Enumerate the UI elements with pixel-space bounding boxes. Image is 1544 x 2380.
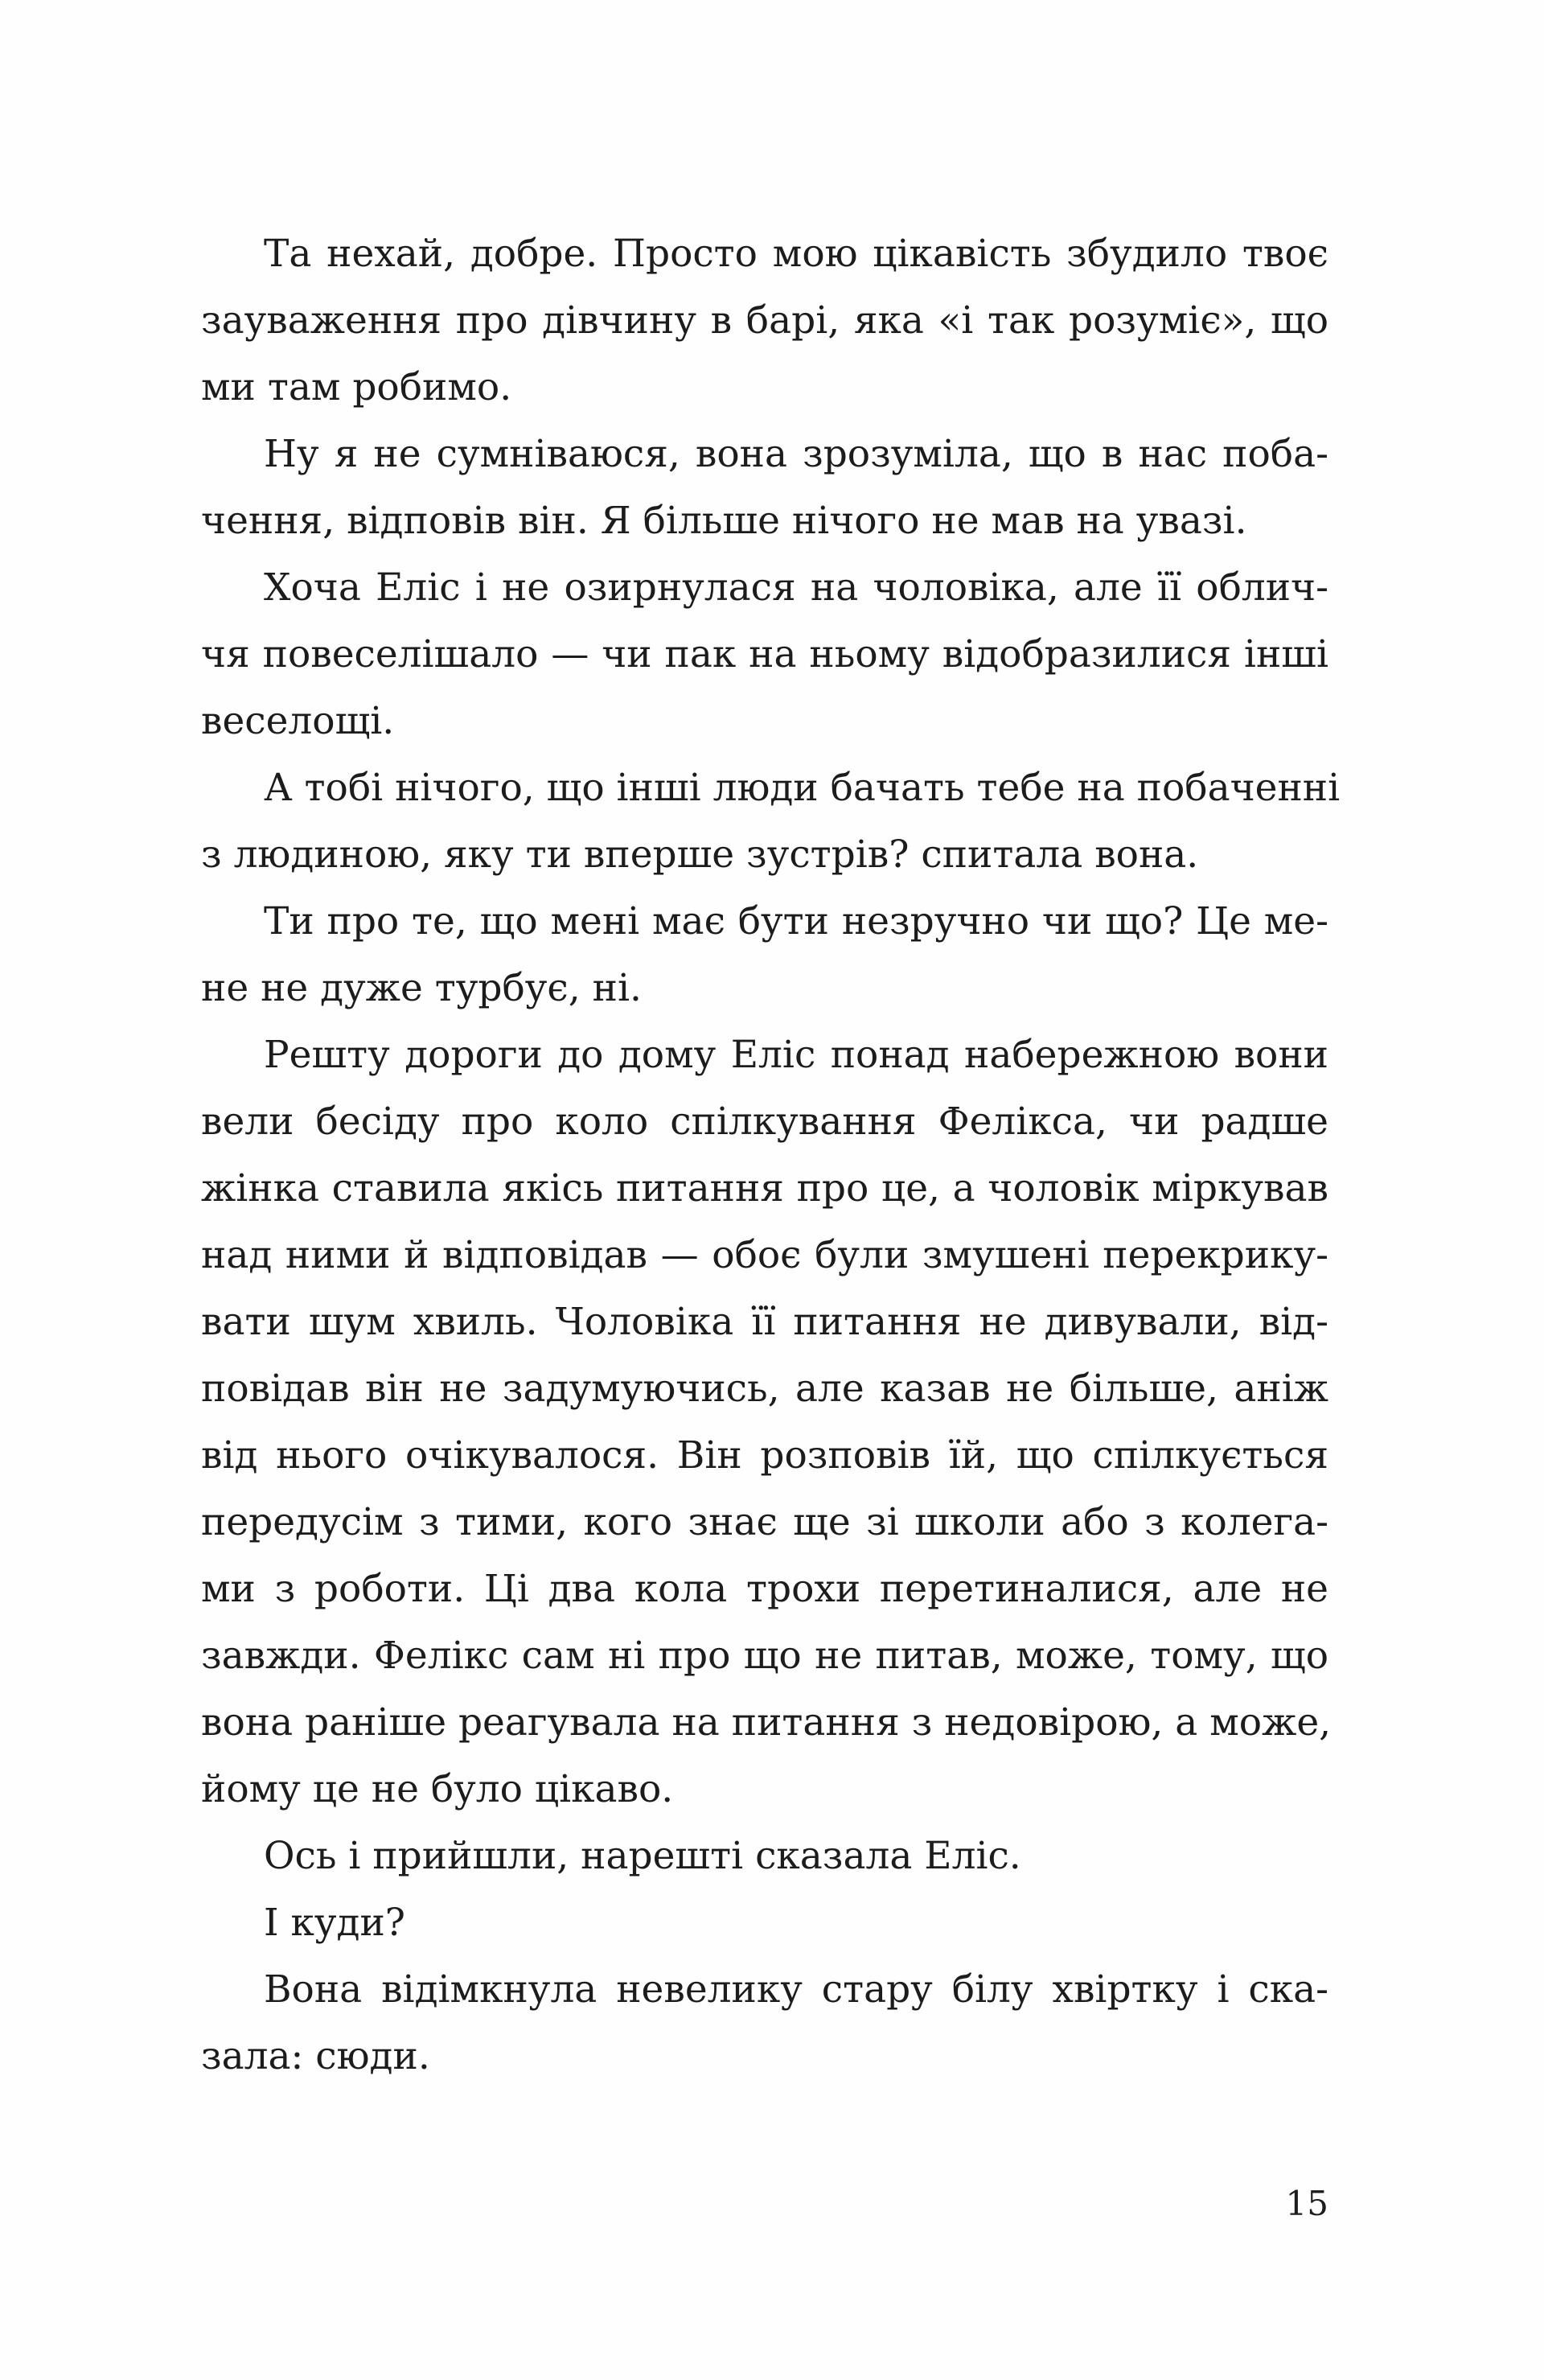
text-line: повідав він не задумуючись, але казав не більше, аніж <box>201 1367 1328 1411</box>
text-line: ми там робимо. <box>201 365 512 409</box>
text-line: не не дуже турбує, ні. <box>201 966 642 1010</box>
text-line: передусім з тими, кого знає ще зі школи або з колега- <box>201 1500 1328 1544</box>
text-line: жінка ставила якісь питання про це, а чоловік міркував <box>201 1166 1328 1211</box>
text-line: А тобі нічого, що інші люди бачать тебе на побаченні <box>264 766 1341 810</box>
text-line: Ну я не сумніваюся, вона зрозуміла, що в нас поба- <box>264 432 1328 476</box>
page-number: 15 <box>1285 2184 1328 2223</box>
text-line: Та нехай, добре. Просто мою цікавість збудило твоє <box>264 232 1328 276</box>
text-line: ми з роботи. Ці два кола трохи перетиналися, але не <box>201 1567 1328 1611</box>
text-line: вати шум хвиль. Чоловіка її питання не дивували, від- <box>201 1300 1328 1344</box>
text-line: веселощі. <box>201 699 395 743</box>
text-line: зала: сюди. <box>201 2034 430 2078</box>
text-line: йому це не було цікаво. <box>201 1767 674 1811</box>
text-line: вона раніше реагувала на питання з недовірою, а може, <box>201 1700 1332 1745</box>
text-line: Решту дороги до дому Еліс понад набережною вони <box>264 1033 1328 1077</box>
text-line: чя повеселішало — чи пак на ньому відобразилися інші <box>201 632 1328 676</box>
text-line: Ось і прийшли, нарешті сказала Еліс. <box>264 1834 1021 1878</box>
text-line: І куди? <box>264 1901 405 1945</box>
text-line: з людиною, яку ти вперше зустрів? спитала вона. <box>201 832 1199 877</box>
text-line: чення, відповів він. Я більше нічого не мав на увазі. <box>201 499 1247 543</box>
text-line: Хоча Еліс і не озирнулася на чоловіка, але її облич- <box>264 565 1328 610</box>
text-line: Ти про те, що мені має бути незручно чи що? Це ме- <box>264 899 1328 943</box>
text-line: завжди. Фелікс сам ні про що не питав, може, тому, що <box>201 1634 1328 1678</box>
text-line: від нього очікувалося. Він розповів їй, що спілкується <box>201 1433 1328 1478</box>
text-line: над ними й відповідав — обоє були змушені перекрику- <box>201 1233 1328 1277</box>
text-line: Вона відімкнула невелику стару білу хвіртку і ска- <box>264 1967 1328 2012</box>
body-text <box>201 220 1341 2090</box>
text-line: вели бесіду про коло спілкування Фелікса, чи радше <box>201 1100 1328 1144</box>
text-line: зауваження про дівчину в барі, яка «і так розуміє», що <box>201 298 1328 343</box>
